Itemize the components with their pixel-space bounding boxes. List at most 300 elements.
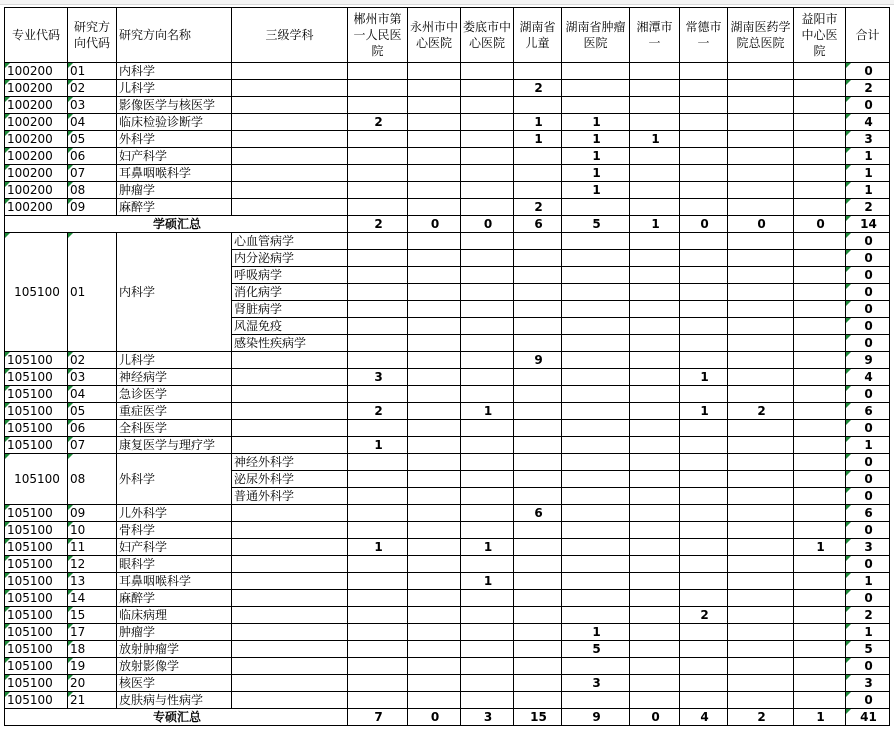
- hospital-count-cell[interactable]: [562, 97, 630, 114]
- hospital-count-cell[interactable]: [630, 658, 680, 675]
- direction-name-cell[interactable]: 妇产科学: [117, 539, 232, 556]
- hospital-count-cell[interactable]: [514, 607, 562, 624]
- hospital-count-cell[interactable]: [461, 590, 514, 607]
- hospital-count-cell[interactable]: [461, 675, 514, 692]
- hospital-count-cell[interactable]: [408, 420, 461, 437]
- hospital-count-cell[interactable]: [794, 403, 846, 420]
- hospital-count-cell[interactable]: [630, 369, 680, 386]
- hospital-count-cell[interactable]: [794, 420, 846, 437]
- subdiscipline-cell[interactable]: 神经外科学: [232, 454, 348, 471]
- hospital-count-cell[interactable]: 1: [348, 437, 408, 454]
- hospital-count-cell[interactable]: [794, 199, 846, 216]
- direction-code-cell[interactable]: 09: [68, 199, 117, 216]
- hospital-count-cell[interactable]: [348, 675, 408, 692]
- direction-name-cell[interactable]: 儿科学: [117, 352, 232, 369]
- hospital-count-cell[interactable]: [794, 556, 846, 573]
- hospital-count-cell[interactable]: [348, 454, 408, 471]
- summary-label-cell[interactable]: 学硕汇总: [5, 216, 348, 233]
- row-total-cell[interactable]: 0: [846, 267, 890, 284]
- hospital-count-cell[interactable]: [408, 692, 461, 709]
- hospital-count-cell[interactable]: [562, 267, 630, 284]
- direction-code-cell[interactable]: 06: [68, 148, 117, 165]
- hospital-count-cell[interactable]: [680, 386, 728, 403]
- hospital-count-cell[interactable]: [408, 267, 461, 284]
- row-total-cell[interactable]: 3: [846, 675, 890, 692]
- subdiscipline-cell[interactable]: [232, 437, 348, 454]
- direction-name-cell[interactable]: 肿瘤学: [117, 182, 232, 199]
- major-code-cell[interactable]: 100200: [5, 80, 68, 97]
- hospital-count-cell[interactable]: [794, 692, 846, 709]
- hospital-count-cell[interactable]: [680, 505, 728, 522]
- hospital-count-cell[interactable]: [680, 131, 728, 148]
- direction-code-cell[interactable]: 18: [68, 641, 117, 658]
- hospital-count-cell[interactable]: [348, 692, 408, 709]
- hospital-count-cell[interactable]: 6: [514, 505, 562, 522]
- hospital-count-cell[interactable]: [514, 658, 562, 675]
- subdiscipline-cell[interactable]: [232, 97, 348, 114]
- hospital-count-cell[interactable]: [680, 250, 728, 267]
- hospital-count-cell[interactable]: 1: [794, 709, 846, 726]
- subdiscipline-cell[interactable]: [232, 658, 348, 675]
- direction-name-cell[interactable]: 放射肿瘤学: [117, 641, 232, 658]
- hospital-count-cell[interactable]: [562, 488, 630, 505]
- hospital-count-cell[interactable]: [728, 80, 794, 97]
- direction-code-cell[interactable]: 12: [68, 556, 117, 573]
- direction-code-cell[interactable]: 19: [68, 658, 117, 675]
- hospital-count-cell[interactable]: [630, 675, 680, 692]
- hospital-count-cell[interactable]: [794, 335, 846, 352]
- subdiscipline-cell[interactable]: 肾脏病学: [232, 301, 348, 318]
- hospital-count-cell[interactable]: [728, 522, 794, 539]
- hospital-count-cell[interactable]: [514, 522, 562, 539]
- hospital-count-cell[interactable]: [794, 352, 846, 369]
- direction-code-cell[interactable]: 01: [68, 233, 117, 352]
- hospital-count-cell[interactable]: [630, 539, 680, 556]
- major-code-cell[interactable]: 105100: [5, 556, 68, 573]
- row-total-cell[interactable]: 0: [846, 556, 890, 573]
- hospital-count-cell[interactable]: 0: [680, 216, 728, 233]
- hospital-count-cell[interactable]: [630, 114, 680, 131]
- subdiscipline-cell[interactable]: [232, 403, 348, 420]
- hospital-count-cell[interactable]: [794, 624, 846, 641]
- hospital-count-cell[interactable]: [562, 522, 630, 539]
- subdiscipline-cell[interactable]: [232, 80, 348, 97]
- hospital-count-cell[interactable]: [630, 148, 680, 165]
- row-total-cell[interactable]: 0: [846, 420, 890, 437]
- hospital-count-cell[interactable]: [514, 675, 562, 692]
- direction-code-cell[interactable]: 08: [68, 454, 117, 505]
- major-code-cell[interactable]: 105100: [5, 590, 68, 607]
- major-code-cell[interactable]: 105100: [5, 539, 68, 556]
- hospital-count-cell[interactable]: [794, 182, 846, 199]
- subdiscipline-cell[interactable]: [232, 182, 348, 199]
- subdiscipline-cell[interactable]: [232, 692, 348, 709]
- hospital-count-cell[interactable]: [514, 97, 562, 114]
- hospital-count-cell[interactable]: [348, 250, 408, 267]
- row-total-cell[interactable]: 0: [846, 590, 890, 607]
- row-total-cell[interactable]: 4: [846, 114, 890, 131]
- hospital-count-cell[interactable]: [408, 369, 461, 386]
- hospital-count-cell[interactable]: [728, 675, 794, 692]
- hospital-count-cell[interactable]: [348, 522, 408, 539]
- hospital-count-cell[interactable]: [514, 318, 562, 335]
- hospital-count-cell[interactable]: [461, 420, 514, 437]
- hospital-count-cell[interactable]: [630, 505, 680, 522]
- direction-code-cell[interactable]: 13: [68, 573, 117, 590]
- hospital-count-cell[interactable]: [680, 437, 728, 454]
- hospital-count-cell[interactable]: [728, 369, 794, 386]
- hospital-count-cell[interactable]: [728, 114, 794, 131]
- hospital-count-cell[interactable]: [794, 131, 846, 148]
- header-major-code[interactable]: 专业代码: [5, 8, 68, 63]
- direction-name-cell[interactable]: 重症医学: [117, 403, 232, 420]
- hospital-count-cell[interactable]: [562, 454, 630, 471]
- hospital-count-cell[interactable]: [408, 352, 461, 369]
- row-total-cell[interactable]: 0: [846, 658, 890, 675]
- hospital-count-cell[interactable]: 1: [461, 539, 514, 556]
- hospital-count-cell[interactable]: [514, 233, 562, 250]
- hospital-count-cell[interactable]: [408, 250, 461, 267]
- summary-total-cell[interactable]: 14: [846, 216, 890, 233]
- hospital-count-cell[interactable]: 1: [562, 624, 630, 641]
- hospital-count-cell[interactable]: [461, 182, 514, 199]
- hospital-count-cell[interactable]: [794, 233, 846, 250]
- hospital-count-cell[interactable]: [794, 454, 846, 471]
- hospital-count-cell[interactable]: [680, 641, 728, 658]
- row-total-cell[interactable]: 3: [846, 131, 890, 148]
- direction-name-cell[interactable]: 外科学: [117, 454, 232, 505]
- direction-code-cell[interactable]: 01: [68, 63, 117, 80]
- hospital-count-cell[interactable]: [348, 182, 408, 199]
- hospital-count-cell[interactable]: [461, 148, 514, 165]
- major-code-cell[interactable]: 100200: [5, 199, 68, 216]
- direction-name-cell[interactable]: 麻醉学: [117, 199, 232, 216]
- hospital-count-cell[interactable]: [348, 590, 408, 607]
- hospital-count-cell[interactable]: [728, 505, 794, 522]
- hospital-count-cell[interactable]: [680, 522, 728, 539]
- hospital-count-cell[interactable]: 0: [630, 709, 680, 726]
- hospital-count-cell[interactable]: [461, 658, 514, 675]
- hospital-count-cell[interactable]: [562, 658, 630, 675]
- hospital-count-cell[interactable]: [794, 488, 846, 505]
- summary-label-cell[interactable]: 专硕汇总: [5, 709, 348, 726]
- hospital-count-cell[interactable]: [408, 437, 461, 454]
- direction-name-cell[interactable]: 神经病学: [117, 369, 232, 386]
- row-total-cell[interactable]: 0: [846, 318, 890, 335]
- hospital-count-cell[interactable]: [562, 471, 630, 488]
- row-total-cell[interactable]: 1: [846, 148, 890, 165]
- subdiscipline-cell[interactable]: [232, 590, 348, 607]
- hospital-count-cell[interactable]: [461, 250, 514, 267]
- row-total-cell[interactable]: 0: [846, 488, 890, 505]
- major-code-cell[interactable]: 100200: [5, 165, 68, 182]
- hospital-count-cell[interactable]: [630, 97, 680, 114]
- row-total-cell[interactable]: 0: [846, 284, 890, 301]
- direction-code-cell[interactable]: 21: [68, 692, 117, 709]
- major-code-cell[interactable]: 105100: [5, 420, 68, 437]
- hospital-count-cell[interactable]: [680, 352, 728, 369]
- hospital-count-cell[interactable]: [794, 165, 846, 182]
- hospital-count-cell[interactable]: [794, 148, 846, 165]
- hospital-count-cell[interactable]: [514, 590, 562, 607]
- direction-name-cell[interactable]: 儿科学: [117, 80, 232, 97]
- hospital-count-cell[interactable]: [514, 284, 562, 301]
- hospital-count-cell[interactable]: [794, 471, 846, 488]
- hospital-count-cell[interactable]: [728, 590, 794, 607]
- subdiscipline-cell[interactable]: [232, 624, 348, 641]
- row-total-cell[interactable]: 2: [846, 607, 890, 624]
- hospital-count-cell[interactable]: [348, 97, 408, 114]
- hospital-count-cell[interactable]: [461, 692, 514, 709]
- header-hospital[interactable]: 湖南省肿瘤医院: [562, 8, 630, 63]
- hospital-count-cell[interactable]: [348, 488, 408, 505]
- hospital-count-cell[interactable]: [630, 488, 680, 505]
- hospital-count-cell[interactable]: [461, 131, 514, 148]
- hospital-count-cell[interactable]: [630, 63, 680, 80]
- hospital-count-cell[interactable]: [514, 148, 562, 165]
- hospital-count-cell[interactable]: [680, 658, 728, 675]
- subdiscipline-cell[interactable]: 心血管病学: [232, 233, 348, 250]
- hospital-count-cell[interactable]: [408, 80, 461, 97]
- direction-code-cell[interactable]: 02: [68, 80, 117, 97]
- direction-name-cell[interactable]: 耳鼻咽喉科学: [117, 573, 232, 590]
- hospital-count-cell[interactable]: 0: [408, 709, 461, 726]
- hospital-count-cell[interactable]: [461, 352, 514, 369]
- subdiscipline-cell[interactable]: [232, 607, 348, 624]
- hospital-count-cell[interactable]: 3: [461, 709, 514, 726]
- hospital-count-cell[interactable]: [461, 505, 514, 522]
- row-total-cell[interactable]: 6: [846, 505, 890, 522]
- hospital-count-cell[interactable]: [562, 318, 630, 335]
- row-total-cell[interactable]: 2: [846, 199, 890, 216]
- hospital-count-cell[interactable]: [630, 301, 680, 318]
- hospital-count-cell[interactable]: [728, 148, 794, 165]
- hospital-count-cell[interactable]: [461, 233, 514, 250]
- hospital-count-cell[interactable]: [562, 386, 630, 403]
- direction-name-cell[interactable]: 儿外科学: [117, 505, 232, 522]
- hospital-count-cell[interactable]: [794, 386, 846, 403]
- direction-code-cell[interactable]: 09: [68, 505, 117, 522]
- hospital-count-cell[interactable]: [562, 420, 630, 437]
- hospital-count-cell[interactable]: [461, 437, 514, 454]
- hospital-count-cell[interactable]: [348, 284, 408, 301]
- hospital-count-cell[interactable]: 1: [630, 131, 680, 148]
- hospital-count-cell[interactable]: [461, 556, 514, 573]
- hospital-count-cell[interactable]: [562, 80, 630, 97]
- hospital-count-cell[interactable]: [728, 250, 794, 267]
- hospital-count-cell[interactable]: [408, 131, 461, 148]
- direction-name-cell[interactable]: 外科学: [117, 131, 232, 148]
- hospital-count-cell[interactable]: [728, 420, 794, 437]
- major-code-cell[interactable]: 105100: [5, 386, 68, 403]
- hospital-count-cell[interactable]: [630, 692, 680, 709]
- hospital-count-cell[interactable]: [630, 403, 680, 420]
- hospital-count-cell[interactable]: [680, 420, 728, 437]
- hospital-count-cell[interactable]: 0: [728, 216, 794, 233]
- hospital-count-cell[interactable]: [630, 556, 680, 573]
- header-direction-code[interactable]: 研究方向代码: [68, 8, 117, 63]
- hospital-count-cell[interactable]: [348, 471, 408, 488]
- row-total-cell[interactable]: 0: [846, 386, 890, 403]
- direction-code-cell[interactable]: 10: [68, 522, 117, 539]
- hospital-count-cell[interactable]: [630, 267, 680, 284]
- hospital-count-cell[interactable]: [728, 437, 794, 454]
- header-hospital[interactable]: 湘潭市一: [630, 8, 680, 63]
- row-total-cell[interactable]: 1: [846, 624, 890, 641]
- hospital-count-cell[interactable]: [461, 641, 514, 658]
- hospital-count-cell[interactable]: [728, 267, 794, 284]
- hospital-count-cell[interactable]: 1: [562, 165, 630, 182]
- hospital-count-cell[interactable]: [680, 114, 728, 131]
- header-hospital[interactable]: 湖南医药学院总医院: [728, 8, 794, 63]
- hospital-count-cell[interactable]: [680, 488, 728, 505]
- row-total-cell[interactable]: 0: [846, 97, 890, 114]
- direction-code-cell[interactable]: 07: [68, 437, 117, 454]
- hospital-count-cell[interactable]: [728, 692, 794, 709]
- direction-code-cell[interactable]: 03: [68, 97, 117, 114]
- hospital-count-cell[interactable]: [514, 556, 562, 573]
- hospital-count-cell[interactable]: [630, 590, 680, 607]
- hospital-count-cell[interactable]: [408, 386, 461, 403]
- hospital-count-cell[interactable]: [348, 199, 408, 216]
- hospital-count-cell[interactable]: [348, 233, 408, 250]
- hospital-count-cell[interactable]: 1: [562, 114, 630, 131]
- hospital-count-cell[interactable]: [562, 250, 630, 267]
- major-code-cell[interactable]: 105100: [5, 505, 68, 522]
- hospital-count-cell[interactable]: [630, 335, 680, 352]
- hospital-count-cell[interactable]: [794, 607, 846, 624]
- hospital-count-cell[interactable]: [408, 233, 461, 250]
- row-total-cell[interactable]: 6: [846, 403, 890, 420]
- hospital-count-cell[interactable]: [348, 624, 408, 641]
- hospital-count-cell[interactable]: 2: [514, 199, 562, 216]
- row-total-cell[interactable]: 9: [846, 352, 890, 369]
- hospital-count-cell[interactable]: [408, 97, 461, 114]
- hospital-count-cell[interactable]: [728, 658, 794, 675]
- hospital-count-cell[interactable]: [794, 267, 846, 284]
- hospital-count-cell[interactable]: [630, 182, 680, 199]
- hospital-count-cell[interactable]: [408, 658, 461, 675]
- hospital-count-cell[interactable]: [461, 607, 514, 624]
- hospital-count-cell[interactable]: [680, 233, 728, 250]
- hospital-count-cell[interactable]: [461, 335, 514, 352]
- subdiscipline-cell[interactable]: 内分泌病学: [232, 250, 348, 267]
- major-code-cell[interactable]: 105100: [5, 437, 68, 454]
- hospital-count-cell[interactable]: [794, 641, 846, 658]
- hospital-count-cell[interactable]: [794, 369, 846, 386]
- row-total-cell[interactable]: 5: [846, 641, 890, 658]
- row-total-cell[interactable]: 0: [846, 471, 890, 488]
- hospital-count-cell[interactable]: [408, 522, 461, 539]
- hospital-count-cell[interactable]: [680, 199, 728, 216]
- hospital-count-cell[interactable]: 9: [514, 352, 562, 369]
- hospital-count-cell[interactable]: [348, 658, 408, 675]
- subdiscipline-cell[interactable]: [232, 352, 348, 369]
- subdiscipline-cell[interactable]: [232, 114, 348, 131]
- hospital-count-cell[interactable]: [408, 182, 461, 199]
- row-total-cell[interactable]: 4: [846, 369, 890, 386]
- direction-code-cell[interactable]: 11: [68, 539, 117, 556]
- hospital-count-cell[interactable]: [514, 573, 562, 590]
- row-total-cell[interactable]: 0: [846, 454, 890, 471]
- subdiscipline-cell[interactable]: 泌尿外科学: [232, 471, 348, 488]
- hospital-count-cell[interactable]: [794, 437, 846, 454]
- hospital-count-cell[interactable]: 2: [728, 403, 794, 420]
- hospital-count-cell[interactable]: [461, 63, 514, 80]
- hospital-count-cell[interactable]: [461, 97, 514, 114]
- hospital-count-cell[interactable]: [562, 505, 630, 522]
- hospital-count-cell[interactable]: [461, 301, 514, 318]
- hospital-count-cell[interactable]: [794, 284, 846, 301]
- hospital-count-cell[interactable]: [348, 63, 408, 80]
- hospital-count-cell[interactable]: [408, 284, 461, 301]
- hospital-count-cell[interactable]: [680, 624, 728, 641]
- direction-code-cell[interactable]: 08: [68, 182, 117, 199]
- subdiscipline-cell[interactable]: 风湿免疫: [232, 318, 348, 335]
- hospital-count-cell[interactable]: [562, 573, 630, 590]
- subdiscipline-cell[interactable]: [232, 63, 348, 80]
- hospital-count-cell[interactable]: [562, 352, 630, 369]
- hospital-count-cell[interactable]: [680, 454, 728, 471]
- hospital-count-cell[interactable]: [562, 403, 630, 420]
- hospital-count-cell[interactable]: 7: [348, 709, 408, 726]
- hospital-count-cell[interactable]: 1: [461, 573, 514, 590]
- hospital-count-cell[interactable]: 6: [514, 216, 562, 233]
- hospital-count-cell[interactable]: [348, 131, 408, 148]
- major-code-cell[interactable]: 105100: [5, 573, 68, 590]
- hospital-count-cell[interactable]: 0: [408, 216, 461, 233]
- direction-name-cell[interactable]: 耳鼻咽喉科学: [117, 165, 232, 182]
- subdiscipline-cell[interactable]: [232, 641, 348, 658]
- hospital-count-cell[interactable]: 1: [562, 148, 630, 165]
- direction-name-cell[interactable]: 皮肤病与性病学: [117, 692, 232, 709]
- major-code-cell[interactable]: 100200: [5, 131, 68, 148]
- hospital-count-cell[interactable]: [630, 233, 680, 250]
- hospital-count-cell[interactable]: [408, 505, 461, 522]
- hospital-count-cell[interactable]: 3: [348, 369, 408, 386]
- hospital-count-cell[interactable]: 1: [514, 114, 562, 131]
- hospital-count-cell[interactable]: 0: [461, 216, 514, 233]
- direction-name-cell[interactable]: 肿瘤学: [117, 624, 232, 641]
- hospital-count-cell[interactable]: [408, 590, 461, 607]
- hospital-count-cell[interactable]: [630, 641, 680, 658]
- major-code-cell[interactable]: 100200: [5, 63, 68, 80]
- header-direction-name[interactable]: 研究方向名称: [117, 8, 232, 63]
- hospital-count-cell[interactable]: 2: [348, 114, 408, 131]
- hospital-count-cell[interactable]: 5: [562, 216, 630, 233]
- hospital-count-cell[interactable]: [680, 692, 728, 709]
- hospital-count-cell[interactable]: [562, 539, 630, 556]
- hospital-count-cell[interactable]: [408, 403, 461, 420]
- hospital-count-cell[interactable]: 1: [514, 131, 562, 148]
- hospital-count-cell[interactable]: [348, 420, 408, 437]
- hospital-count-cell[interactable]: 1: [630, 216, 680, 233]
- hospital-count-cell[interactable]: 1: [680, 369, 728, 386]
- row-total-cell[interactable]: 0: [846, 335, 890, 352]
- hospital-count-cell[interactable]: [408, 607, 461, 624]
- hospital-count-cell[interactable]: [408, 675, 461, 692]
- hospital-count-cell[interactable]: 1: [562, 182, 630, 199]
- hospital-count-cell[interactable]: [728, 488, 794, 505]
- direction-name-cell[interactable]: 麻醉学: [117, 590, 232, 607]
- hospital-count-cell[interactable]: 4: [680, 709, 728, 726]
- subdiscipline-cell[interactable]: [232, 148, 348, 165]
- direction-name-cell[interactable]: 康复医学与理疗学: [117, 437, 232, 454]
- subdiscipline-cell[interactable]: 普通外科学: [232, 488, 348, 505]
- hospital-count-cell[interactable]: [680, 318, 728, 335]
- hospital-count-cell[interactable]: [794, 250, 846, 267]
- subdiscipline-cell[interactable]: [232, 505, 348, 522]
